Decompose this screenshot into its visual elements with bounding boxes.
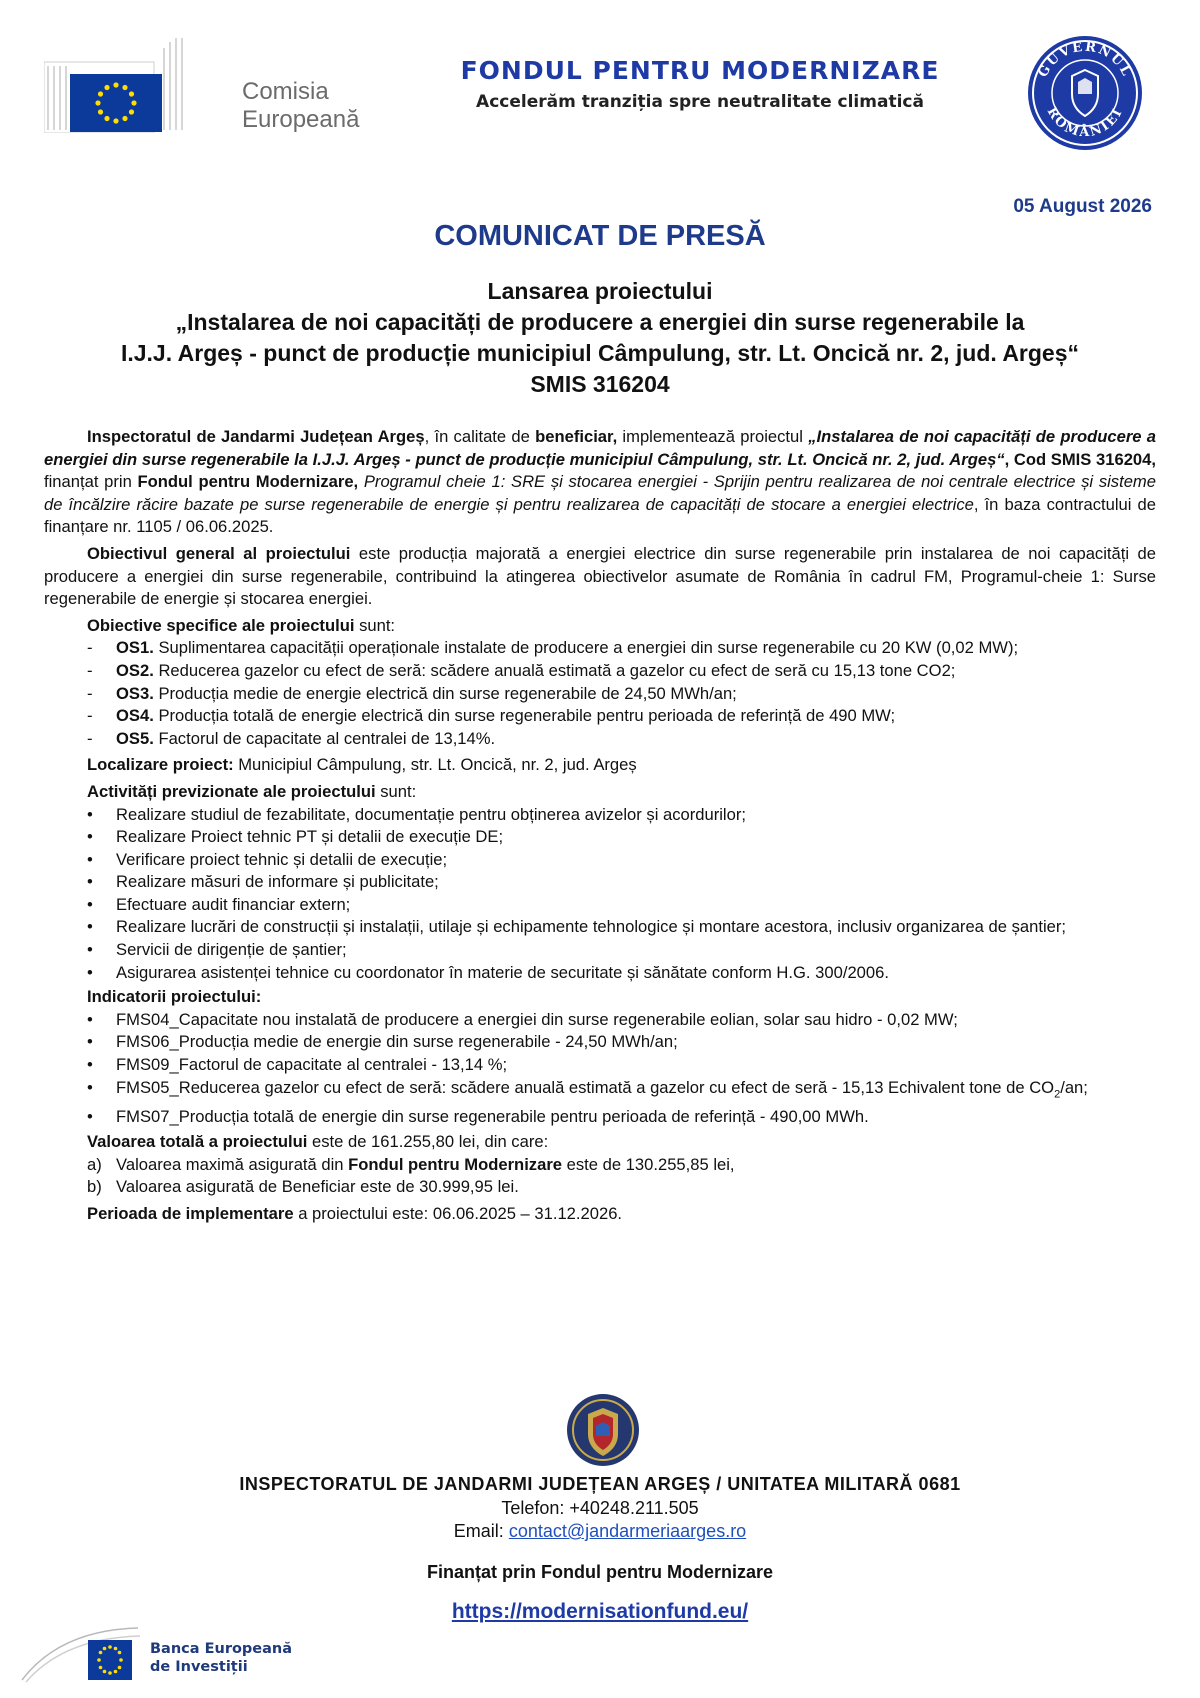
list-item: • Realizare studiul de fezabilitate, documentație pentru obținerea avizelor și acordurilor; [87, 804, 746, 824]
list-item: • Efectuare audit financiar extern; [87, 894, 351, 914]
indicators-list [44, 1009, 1156, 1128]
specific-objectives-label: Obiective specifice ale proiectului sunt: [87, 615, 396, 635]
footer-email: Email: contact@jandarmeriaarges.ro [453, 1521, 747, 1541]
press-date: 05 August 2026 [1013, 196, 1152, 217]
list-item: • Verificare proiect tehnic și detalii de execuție; [87, 849, 448, 869]
project-location: Localizare proiect: Municipiul Câmpulung, str. Lt. Oncică, nr. 2, jud. Argeș [87, 755, 637, 775]
intro-paragraph: Inspectoratul de Jandarmi Județean Argeș, în calitate de beneficiar, implementează proiectul „Instalarea de noi capacități de producere a energiei din surse regenerabile la I.J.J. Argeș - punct de producție municipiul Câmpulung, str. Lt. Oncică nr. 2, jud. Argeș“, Cod SMIS 316204, finanțat prin Fondul pentru Modernizare, Programul cheie 1: SRE și stocarea energiei - Sprijin pentru realizarea de noi centrale electrice și sisteme de încălzire răcire bazate pe surse regenerabile de energie și pentru realizarea de capacități de stocare a energiei electrice, în baza contractului de finanțare nr. 1105 / 06.06.2025. [44, 427, 1157, 537]
indicators-label: Indicatorii proiectului: [87, 987, 262, 1007]
svg-text:GUVERNUL: GUVERNUL [1035, 39, 1135, 81]
launch-line: I.J.J. Argeș - punct de producție municipiul Câmpulung, str. Lt. Oncică nr. 2, jud. Argeș“ [120, 340, 1080, 366]
list-item: • FMS07_Producția totală de energie din surse regenerabile pentru perioada de referință - 490,00 MWh. [87, 1106, 869, 1126]
footer-organization: INSPECTORATUL DE JANDARMI JUDEȚEAN ARGEȘ / UNITATEA MILITARĂ 0681 [239, 1474, 961, 1494]
list-item: - OS2. Reducerea gazelor cu efect de seră: scădere anuală estimată a gazelor cu efect de seră cu 15,13 tone CO2; [87, 660, 956, 680]
list-item: • FMS06_Producția medie de energie din surse regenerabile - 24,50 MWh/an; [87, 1032, 678, 1052]
list-item: • Realizare Proiect tehnic PT și detalii de execuție DE; [87, 827, 504, 847]
project-launch-heading [60, 276, 1140, 400]
list-item: • FMS09_Factorul de capacitate al centralei - 13,14 %; [87, 1055, 508, 1075]
list-item: • FMS05_Reducerea gazelor cu efect de seră: scădere anuală estimată a gazelor cu efect de seră - 15,13 Echivalent tone de $CO_2/an$; [87, 1077, 1088, 1100]
general-objective-paragraph: Obiectivul general al proiectului este producția majorată a energiei electrice din surse regenerabile prin instalarea de noi capacități de producere a energiei din surse regenerabile, contribuind la atingerea obiectivelor asumate de România în cadrul FM, Programul-cheie 1: Surse regenerabile de energie și stocarea energiei. [44, 543, 1157, 609]
list-item: a) Valoarea maximă asigurată din Fondul pentru Modernizare este de 130.255,85 lei, [87, 1154, 735, 1174]
government-seal-icon [1026, 34, 1144, 152]
list-item: - OS5. Factorul de capacitate al centralei de 13,14%. [87, 728, 496, 748]
press-release-title: COMUNICAT DE PRESĂ [434, 220, 766, 252]
email-link[interactable]: contact@jandarmeriaarges.ro [508, 1521, 747, 1541]
footer-phone: Telefon: +40248.211.505 [501, 1498, 699, 1518]
list-item: b) Valoarea asigurată de Beneficiar este de 30.999,95 lei. [87, 1177, 519, 1197]
eib-logo-text: Banca Europeană de Investiții [150, 1641, 293, 1675]
fund-title: FONDUL PENTRU MODERNIZARE [460, 56, 940, 85]
list-item: • Realizare lucrări de construcții și instalații, utilaje și echipamente tehnologice și montare acestora, inclusiv organizarea de șantier; [87, 917, 1067, 937]
list-item: - OS1. Suplimentarea capacității operaționale instalate de producere a energiei din surse regenerabile cu 20 KW (0,02 MW); [87, 638, 1019, 658]
list-item: - OS4. Producția totală de energie electrică din surse regenerabile pentru perioada de referință de 490 MW; [87, 706, 896, 726]
eu-flag-icon [70, 74, 162, 132]
svg-text:ROMÂNIEI: ROMÂNIEI [1043, 104, 1127, 141]
european-commission-logo [44, 38, 364, 138]
jandarmerie-seal-icon [566, 1392, 640, 1472]
specific-objectives-list [44, 637, 1156, 750]
eib-emblem-icon [20, 1610, 150, 1690]
activities-label: Activități previzionate ale proiectului sunt: [87, 781, 417, 801]
list-item: • Servicii de dirigenție de șantier; [87, 940, 347, 960]
list-item: • FMS04_Capacitate nou instalată de producere a energiei din surse regenerabile eolian, solar sau hidro - 0,02 MW; [87, 1009, 958, 1029]
list-item: • Realizare măsuri de informare și publicitate; [87, 872, 439, 892]
activities-list [44, 804, 1156, 985]
fund-subtitle: Accelerăm tranziția spre neutralitate climatică [476, 92, 924, 112]
launch-line: SMIS 316204 [530, 371, 670, 397]
footer-financed-by: Finanțat prin Fondul pentru Modernizare [427, 1562, 773, 1582]
launch-line: „Instalarea de noi capacități de producere a energiei din surse regenerabile la [175, 309, 1025, 335]
ec-logo-text: Comisia Europeană [242, 78, 360, 133]
launch-line: Lansarea proiectului [487, 278, 713, 304]
total-value: Valoarea totală a proiectului este de 161.255,80 lei, din care: [87, 1132, 549, 1152]
press-body [44, 426, 1156, 1226]
implementation-period: Perioada de implementare a proiectului este: 06.06.2025 – 31.12.2026. [87, 1203, 623, 1223]
eib-logo [20, 1610, 300, 1690]
list-item: - OS3. Producția medie de energie electrică din surse regenerabile de 24,50 MWh/an; [87, 683, 737, 703]
modernisation-fund-link[interactable]: https://modernisationfund.eu/ [451, 1600, 749, 1623]
list-item: • Asigurarea asistenței tehnice cu coordonator în materie de securitate și sănătate conform H.G. 300/2006. [87, 962, 889, 982]
value-breakdown-list [44, 1154, 1156, 1199]
